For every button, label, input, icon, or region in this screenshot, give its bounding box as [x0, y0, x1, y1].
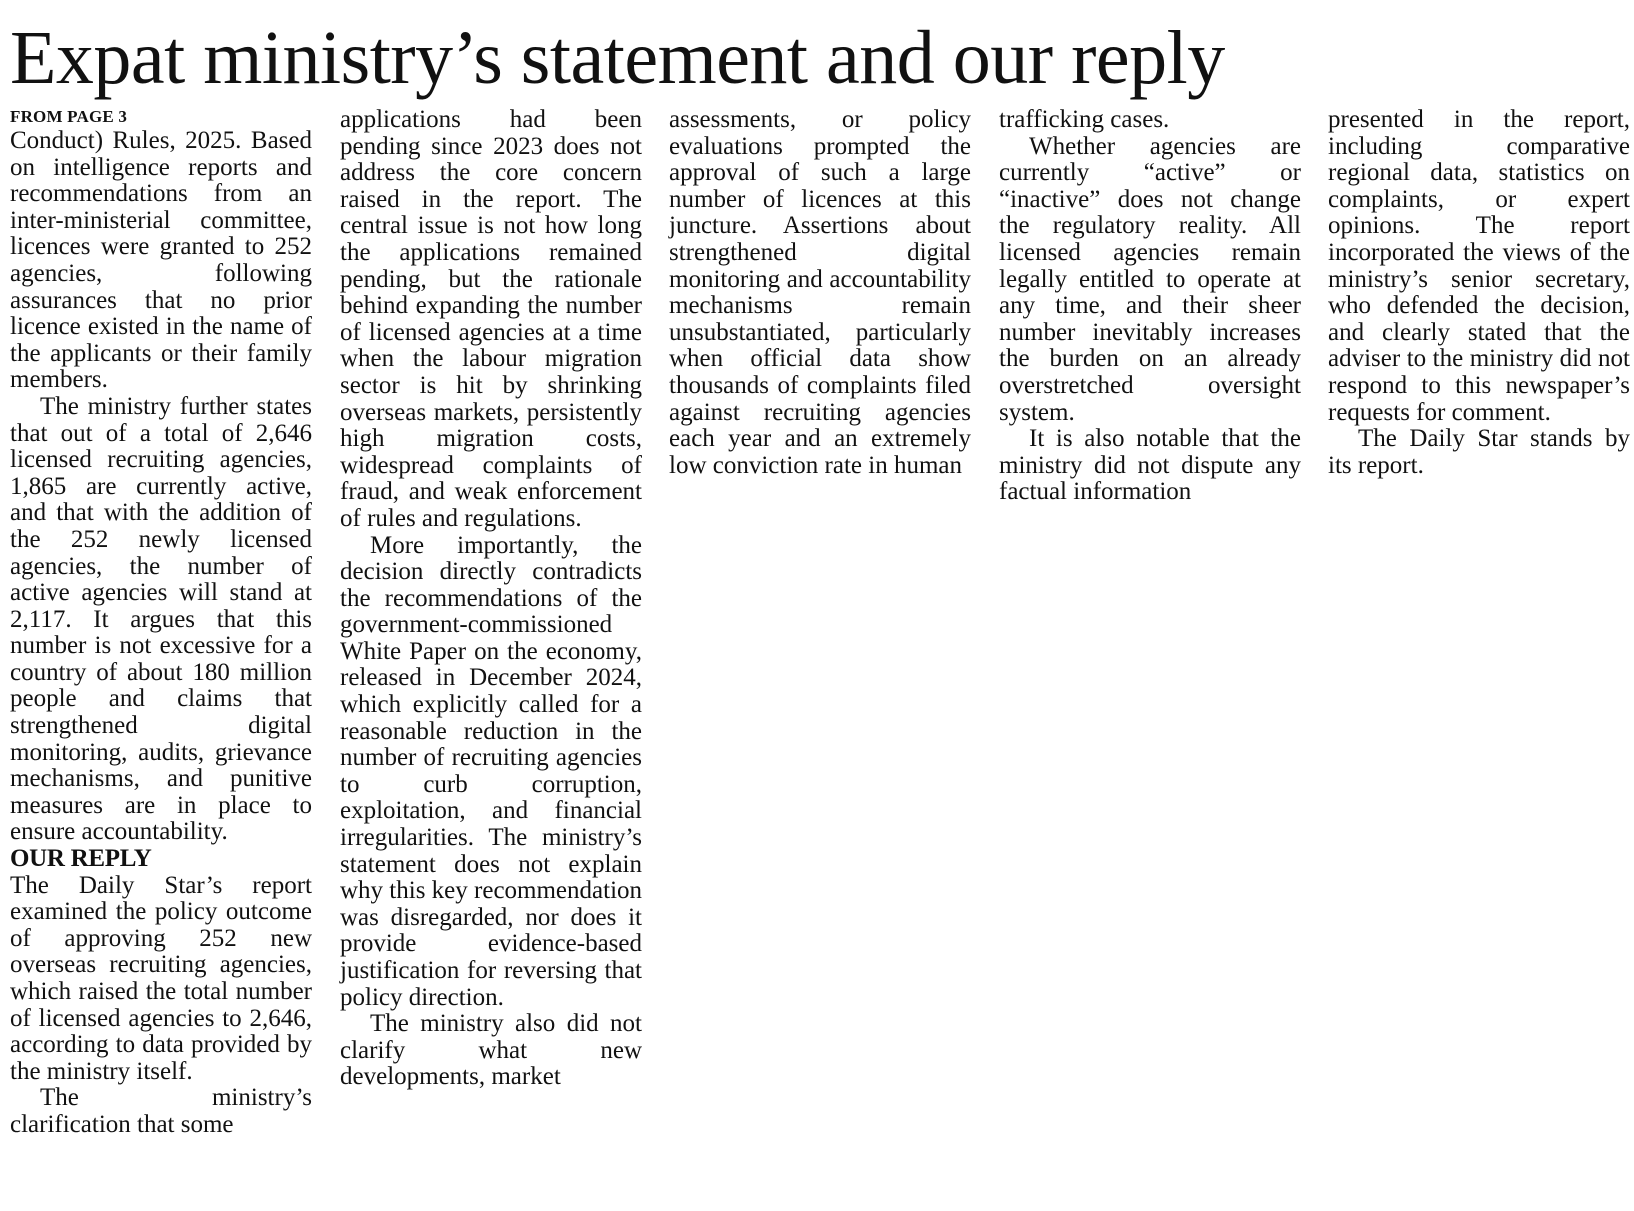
paragraph: The Daily Star stands by its report. [1328, 425, 1630, 479]
article-column-1 [10, 107, 312, 1139]
paragraph: The ministry further states that out of a total of 2,646 licensed recruiting agencies, 1,865 are currently active, and that with the addition of the 252 newly licensed agencies, the number of active agencies will stand at 2,117. It argues that this number is not excessive for a country of about 180 million people and claims that strengthened digital monitoring, audits, grievance mechanisms, and punitive measures are in place to ensure accountability. [10, 392, 312, 846]
paragraph: The ministry also did not clarify what new developments, market [340, 1010, 642, 1091]
paragraph: It is also notable that the ministry did not dispute any factual information [999, 425, 1301, 506]
article-column-2 [340, 107, 642, 1091]
paragraph: The ministry’s clarification that some [10, 1084, 312, 1138]
headline: Expat ministry’s statement and our reply [10, 16, 1225, 100]
paragraph: More importantly, the decision directly contradicts the recommendations of the government-commissioned White Paper on the economy, released in December 2024, which explicitly called for a reasonable reduction in the number of recruiting agencies to curb corruption, exploitation, and financial irregularities. The ministry’s statement does not explain why this key recommendation was disregarded, nor does it provide evidence-based justification for reversing that policy direction. [340, 531, 643, 1011]
paragraph: applications had been pending since 2023 does not address the core concern raised in the report. The central issue is not how long the applications remained pending, but the rationale behind expanding the number of licensed agencies at a time when the labour migration sector is hit by shrinking overseas markets, persistently high migration costs, widespread complaints of fraud, and weak enforcement of rules and regulations. [340, 106, 642, 532]
kicker: FROM PAGE 3 [10, 107, 128, 126]
paragraph: Whether agencies are currently “active” or “inactive” does not change the regulatory reality. All licensed agencies remain legally entitled to operate at any time, and their sheer number inevitably increases the burden on an already overstretched oversight system. [999, 132, 1301, 426]
paragraph: trafficking cases. [999, 106, 1170, 133]
paragraph: The Daily Star’s report examined the policy outcome of approving 252 new overseas recruiting agencies, which raised the total number of licensed agencies to 2,646, according to data provided by the ministry itself. [10, 871, 312, 1085]
paragraph: assessments, or policy evaluations prompted the approval of such a large number of licences at this juncture. Assertions about strengthened digital monitoring and accountability mechanisms remain unsubstantiated, particularly when official data show thousands of complaints filed against recruiting agencies each year and an extremely low conviction rate in human [669, 106, 971, 479]
article-column-3 [669, 107, 971, 479]
article-column-4 [999, 107, 1301, 506]
paragraph: presented in the report, including comparative regional data, statistics on complaints, or expert opinions. The report incorporated the views of the ministry’s senior secretary, who defended the decision, and clearly stated that the adviser to the ministry did not respond to this newspaper’s requests for comment. [1328, 106, 1630, 426]
article-column-5 [1328, 107, 1630, 479]
subhead-our-reply: OUR REPLY [10, 845, 152, 873]
paragraph: Conduct) Rules, 2025. Based on intelligence reports and recommendations from an inter-ministerial committee, licences were granted to 252 agencies, following assurances that no prior licence existed in the name of the applicants or their family members. [10, 127, 312, 394]
